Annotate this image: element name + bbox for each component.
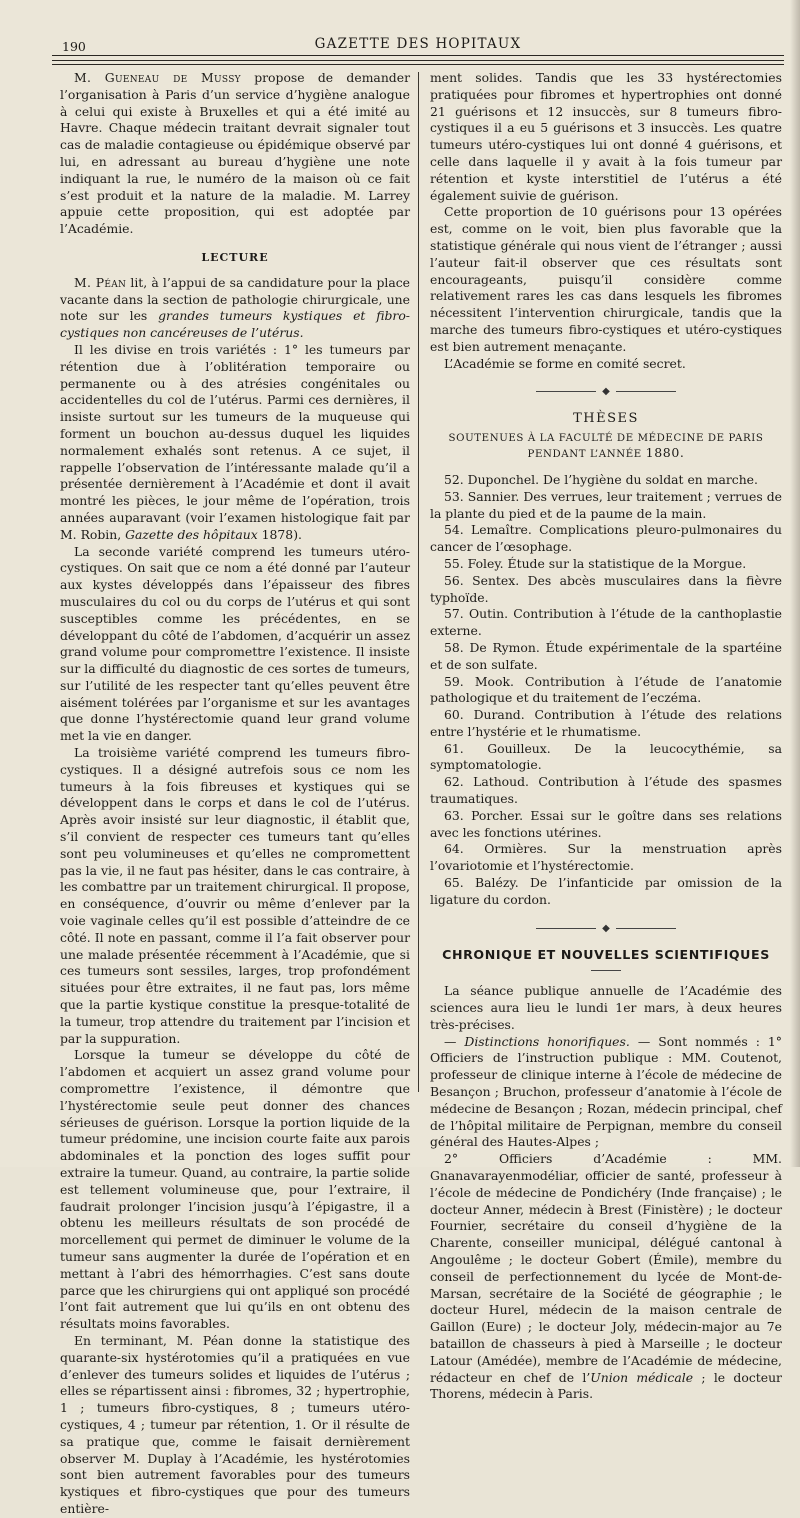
thesis-item: 53. Sannier. Des verrues, leur traitement ; verrues de la plante du pied et de la paume de la main. bbox=[430, 488, 782, 521]
thesis-item: 52. Duponchel. De l’hygiène du soldat en marche. bbox=[444, 471, 758, 487]
paragraph-officiers-academie: 2° Officiers d’Académie : MM. Gnanavarayenmodéliar, officier de santé, professeur à l’école de médecine de Pondichéry (Inde française) ; le docteur Anner, médecin à Brest (Finistère) ; le docteur Fournier, secrétaire du conseil d’hygiène de la Charente, conseiller municipal, délégué cantonal à Angoulême ; le docteur Gobert (Émile), membre du conseil de perfectionnement du lycée de Mont-de-Marsan, secrétaire de la Société de géographie ; le docteur Hurel, médecin de la maison centrale de Gaillon (Eure) ; le docteur Joly, médecin-major au 7e bataillon de chasseurs à pied à Marseille ; le docteur Latour (Amédée), membre de l’Académie de médecine, rédacteur en chef de l’Union médicale ; le docteur Thorens, médecin à Paris. bbox=[430, 1151, 782, 1402]
thesis-item: 56. Sentex. Des abcès musculaires dans la fièvre typhoïde. bbox=[430, 572, 782, 605]
thesis-item: 63. Porcher. Essai sur le goître dans ses relations avec les fonctions utérines. bbox=[430, 807, 782, 840]
page-edge-shadow bbox=[790, 0, 800, 1167]
page-number: 190 bbox=[62, 39, 86, 54]
journal-reference: Union médicale bbox=[590, 1369, 694, 1385]
short-rule bbox=[591, 970, 621, 971]
speaker-name: M. Gueneau de Mussy bbox=[74, 70, 241, 85]
journal-reference: Gazette des hôpitaux bbox=[125, 526, 258, 542]
lecture-heading: LECTURE bbox=[201, 250, 269, 264]
theses-list bbox=[430, 472, 782, 909]
thesis-item: 54. Lemaître. Complications pleuro-pulmonaires du cancer de l’œsophage. bbox=[430, 522, 782, 555]
paragraph-abdominal-development: Lorsque la tumeur se développe du côté de l’abdomen et acquiert un assez grand volume pour compromettre l’existence, il démontre que l’hystérectomie seule peut donner des chances sérieuses de guérison. Lorsque la portion liquide de la tumeur prédomine, une incision courte faite aux parois abdominales et la ponction des loges suffit pour extraire la tumeur. Quand, au contraire, la partie solide est tellement volumineuse que, pour l’extraire, il faudrait prolonger l’incision jusqu’à l’épigastre, il a obtenu les meilleurs résultats de son procédé de morcellement qui permet de diminuer le volume de la tumeur sans augmenter la durée de l’opération et en mettant à l’abri des hémorrhagies. C’est sans doute parce que les chirurgiens qui ont appliqué son procédé l’ont fait autrement que lui qu’ils en ont obtenu des résultats moins favorables. bbox=[60, 1047, 410, 1332]
right-column bbox=[430, 70, 782, 1403]
paragraph-second-variety: La seconde variété comprend les tumeurs utéro-cystiques. On sait que ce nom a été donné par l’auteur aux kystes développés dans l’épaisseur des fibres musculaires du col ou du corps de l’utérus et qui sont susceptibles comme les précédentes, en se développant du côté de l’abdomen, d’acquérir un assez grand volume pour compromettre l’existence. Il insiste sur la difficulté du diagnostic de ces sortes de tumeurs, sur l’utilité de les respecter tant qu’elles peuvent être aisément tolérées par l’organisme et sur les avantages que donne l’hystérectomie quand leur grand volume met la vie en danger. bbox=[60, 543, 410, 744]
thesis-item: 61. Gouilleux. De la leucocythémie, sa symptomatologie. bbox=[430, 740, 782, 773]
paragraph-academie-seance: La séance publique annuelle de l’Académie des sciences aura lieu le lundi 1er mars, à deux heures très-précises. bbox=[430, 983, 782, 1032]
paragraph-statistics: En terminant, M. Péan donne la statistique des quarante-six hystérotomies qu’il a pratiquées en vue d’enlever des tumeurs solides et liquides de l’utérus ; elles se répartissent ainsi : fibromes, 32 ; hypertrophie, 1 ; tumeurs fibro-cystiques, 8 ; tumeurs utéro-cystiques, 4 ; tumeur par rétention, 1. Or il résulte de sa pratique que, comme le faisait dernièrement observer M. Duplay à l’Académie, les hystérotomies sont bien autrement favorables pour des tumeurs kystiques et fibro-cystiques que pour des tumeurs entière- bbox=[60, 1332, 410, 1516]
paragraph-distinctions: — Distinctions honorifiques. — Sont nommés : 1° Officiers de l’instruction publique : MM. Coutenot, professeur de clinique interne à l’école de médecine de Besançon ; Bruchon, professeur d’anatomie à l’école de médecine de Besançon ; Rozan, médecin principal, chef de l’hôpital militaire de Perpignan, membre du conseil général des Hautes-Alpes ; bbox=[430, 1033, 782, 1150]
thesis-item: 58. De Rymon. Étude expérimentale de la spartéine et de son sulfate. bbox=[430, 639, 782, 672]
thesis-item: 57. Outin. Contribution à l’étude de la canthoplastie externe. bbox=[430, 606, 782, 639]
page-header bbox=[52, 33, 784, 56]
thesis-item: 55. Foley. Étude sur la statistique de la Morgue. bbox=[444, 555, 747, 571]
column-divider bbox=[418, 72, 419, 1092]
paragraph-pean-intro: M. Péan lit, à l’appui de sa candidature pour la place vacante dans la section de pathologie chirurgicale, une note sur les grandes tumeurs kystiques et fibro-cystiques non cancéreuses de l’utérus. bbox=[60, 274, 411, 341]
thesis-item: 62. Lathoud. Contribution à l’étude des spasmes traumatiques. bbox=[430, 774, 782, 807]
chronique-heading: CHRONIQUE ET NOUVELLES SCIENTIFIQUES bbox=[442, 947, 770, 963]
theses-heading: THÈSES bbox=[573, 411, 639, 427]
paragraph-third-variety: La troisième variété comprend les tumeurs fibro-cystiques. Il a désigné autrefois sous ce nom les tumeurs à la fois fibreuses et kystiques qui se développent dans le corps et dans le col de l’utérus. Après avoir insisté sur leur diagnostic, il établit que, s’il convient de respecter ces tumeurs tant qu’elles sont peu volumineuses et qu’elles ne compromettent pas la vie, il ne faut pas hésiter, dans le cas contraire, à les combattre par un traitement chirurgical. Il propose, en conséquence, d’ouvrir ou même d’enlever par la voie vaginale celles qu’il est possible d’atteindre de ce côté. Il note en passant, comme il l’a fait observer pour une malade présentée récemment à l’Académie, que si ces tumeurs sont sessiles, larges, trop profondément situées pour être extraites, il ne faut pas, lors même que la partie kystique constitue la presque-totalité de la tumeur, trop attendre du traitement par l’incision et par la suppuration. bbox=[60, 745, 410, 1046]
thesis-item: 64. Ormières. Sur la menstruation après l’ovariotomie et l’hystérectomie. bbox=[430, 841, 782, 874]
theses-subheading: SOUTENUES À LA FACULTÉ DE MÉDECINE DE PARIS PENDANT L’ANNÉE 1880. bbox=[448, 432, 764, 460]
section-label: Distinctions honorifiques. bbox=[464, 1033, 630, 1049]
paragraph-first-variety: Il les divise en trois variétés : 1° les tumeurs par rétention due à l’oblitération temporaire ou permanente ou à des atrésies congénitales ou accidentelles du col de l’utérus. Parmi ces dernières, il insiste surtout sur les tumeurs de la muqueuse qui forment un bouchon au-dessus duquel les liquides normalement exhalés sont retenus. A ce sujet, il rappelle l’observation de l’intéressante malade qu’il a présentée dernièrement à l’Académie et dont il avait montré les pièces, le jour même de l’opération, trois années auparavant (voir l’examen histologique fait par M. Robin, Gazette des hôpitaux 1878). bbox=[60, 341, 410, 542]
journal-title: GAZETTE DES HOPITAUX bbox=[314, 36, 522, 52]
ornament-divider: ◆ bbox=[430, 921, 782, 938]
paragraph-secret-committee: L’Académie se forme en comité secret. bbox=[444, 355, 686, 371]
paragraph-proportion: Cette proportion de 10 guérisons pour 13 opérées est, comme on le voit, bien plus favorable que la statistique générale qui nous vient de l’étranger ; aussi l’auteur fait-il observer que ces résultats sont encourageants, puisqu’il considère comme relativement rares les cas dans lesquels les fibromes nécessitent l’intervention chirurgicale, tandis que la marche des tumeurs fibro-cystiques et utéro-cystiques est bien autrement menaçante. bbox=[430, 204, 782, 354]
ornament-divider: ◆ bbox=[430, 384, 782, 401]
speaker-name: M. Péan bbox=[74, 274, 127, 290]
thesis-item: 59. Mook. Contribution à l’étude de l’anatomie pathologique et du traitement de l’eczéma. bbox=[430, 673, 782, 706]
paragraph-gueneau: M. Gueneau de Mussy propose de demander l’organisation à Paris d’un service d’hygiène analogue à celui qui existe à Bruxelles et qui a été imité au Havre. Chaque médecin traitant devrait signaler tout cas de maladie contagieuse ou épidémique observé par lui, en adressant au bureau d’hygiène une note indiquant la rue, le numéro de la maison où ce fait s’est produit et la nature de la maladie. M. Larrey appuie cette proposition, qui est adoptée par l’Académie. bbox=[60, 70, 410, 237]
thesis-item: 65. Balézy. De l’infanticide par omission de la ligature du cordon. bbox=[430, 875, 782, 907]
note-title: grandes tumeurs kystiques et fibro-cystiques non cancéreuses de l’utérus. bbox=[60, 308, 410, 341]
thesis-item: 60. Durand. Contribution à l’étude des relations entre l’hystérie et le rhumatisme. bbox=[430, 707, 782, 739]
left-column bbox=[60, 70, 410, 1518]
header-double-rule bbox=[52, 60, 784, 65]
paragraph-continuation: ment solides. Tandis que les 33 hystérectomies pratiquées pour fibromes et hypertrophies ont donné 21 guérisons et 12 insuccès, sur 8 tumeurs fibro-cystiques il a eu 5 guérisons et 3 insuccès. Les quatre tumeurs utéro-cystiques lui ont donné 4 guérisons, et celle dans laquelle il y avait à la fois tumeur par rétention et kyste interstitiel de l’utérus a été également suivie de guérison. bbox=[430, 70, 782, 203]
